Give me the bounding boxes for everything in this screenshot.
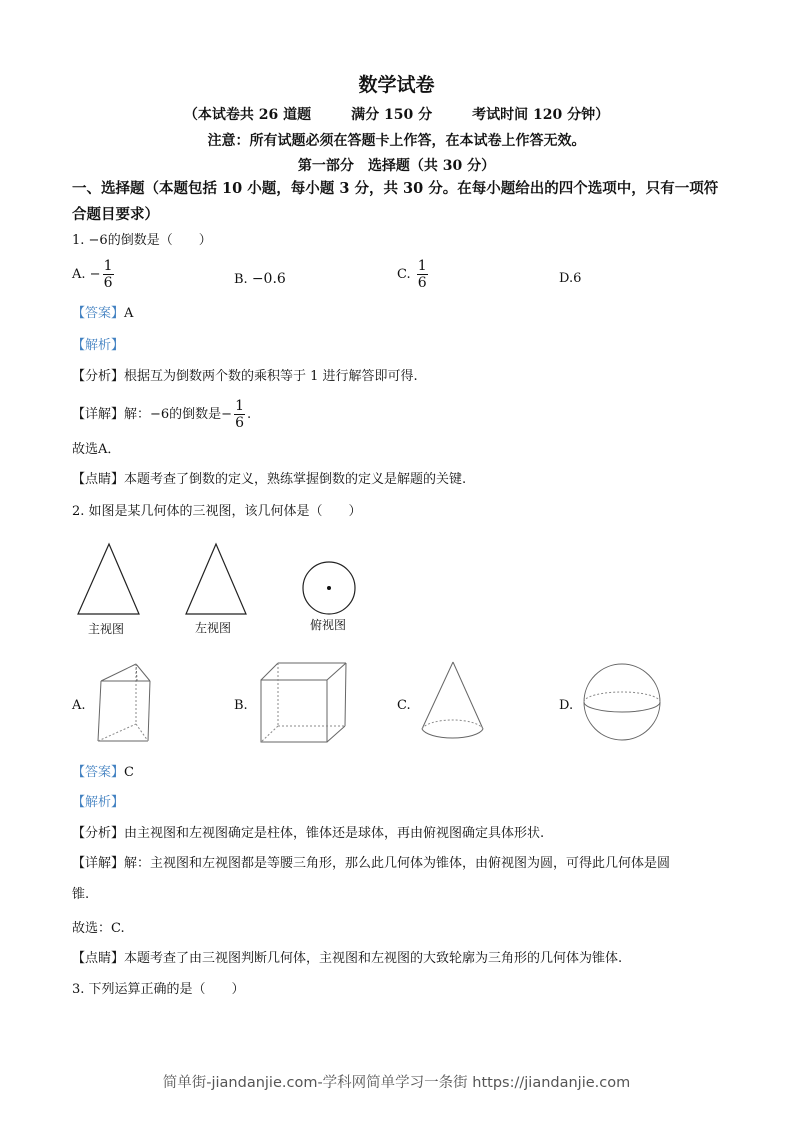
fraction: $\frac{1}{6}$ xyxy=(235,398,244,431)
q1-fenxi: 【分析】根据互为倒数两个数的乘积等于 1 进行解答即可得. xyxy=(72,369,418,384)
front-view-label: 主视图 xyxy=(88,622,125,636)
q1-dianjing: 【点睛】本题考查了倒数的定义，熟练掌握倒数的定义是解题的关键. xyxy=(72,472,467,487)
q2-fenxi: 【分析】由主视图和左视图确定是柱体，锥体还是球体，再由俯视图确定具体形状. xyxy=(72,826,545,841)
part-heading: 第一部分 选择题（共 30 分） xyxy=(297,158,496,174)
q1-answer: 【答案】A xyxy=(72,306,134,321)
triangular-prism-icon xyxy=(90,660,160,745)
q1-option-a: A. − $\frac{1}{6}$ xyxy=(72,258,113,291)
cone-icon xyxy=(418,660,488,750)
footer-watermark: 简单街-jiandanjie.com-学科网简单学习一条街 https://jiandanjie.com xyxy=(162,1075,631,1091)
notice: 注意：所有试题必须在答题卡上作答，在本试卷上作答无效。 xyxy=(207,133,586,149)
left-view-label: 左视图 xyxy=(195,621,232,635)
question-count: （本试卷共 26 道题 xyxy=(183,107,312,123)
q2-analysis-label: 【解析】 xyxy=(72,795,125,810)
q1-analysis-label: 【解析】 xyxy=(72,338,125,353)
q2-xiangjie: 【详解】解：主视图和左视图都是等腰三角形，那么此几何体为锥体，由俯视图为圆，可得此几何体是圆 xyxy=(72,856,671,871)
q2-choose: 故选：C. xyxy=(72,921,125,936)
q2-dianjing: 【点睛】本题考查了由三视图判断几何体，主视图和左视图的大致轮廓为三角形的几何体为锥体. xyxy=(72,951,623,966)
fraction: $\frac{1}{6}$ xyxy=(103,258,113,291)
section-heading: 一、选择题（本题包括 10 小题，每小题 3 分，共 30 分。在每小题给出的四个选项中，只有一项符合题目要求） xyxy=(72,180,719,223)
cube-icon xyxy=(255,660,355,745)
fraction: $\frac{1}{6}$ xyxy=(417,258,427,291)
q2-xiangjie-cont: 锥. xyxy=(72,887,90,902)
page-title: 数学试卷 xyxy=(358,74,435,96)
question-2-stem: 2. 如图是某几何体的三视图，该几何体是（ ） xyxy=(72,504,362,519)
answer-label: 【答案】 xyxy=(72,306,125,321)
question-1-stem: 1. −6的倒数是（ ） xyxy=(72,233,212,248)
q2-option-b-label: B. xyxy=(234,698,248,713)
q2-option-a-label: A. xyxy=(72,698,86,713)
q1-option-c: C. $\frac{1}{6}$ xyxy=(397,258,427,291)
exam-info xyxy=(0,104,793,124)
question-3-stem: 3. 下列运算正确的是（ ） xyxy=(72,982,245,997)
full-score: 满分 150 分 xyxy=(351,107,433,123)
exam-time: 考试时间 120 分钟） xyxy=(472,107,610,123)
q1-xiangjie: 【详解】解：−6的倒数是− $\frac{1}{6}$ . xyxy=(72,398,252,431)
q1-option-b: B. −0.6 xyxy=(234,271,286,287)
q1-choose: 故选A． xyxy=(72,442,121,457)
front-view-triangle xyxy=(78,544,139,614)
left-view-triangle xyxy=(186,544,246,614)
q2-option-d-label: D. xyxy=(559,698,574,713)
q2-option-c-label: C. xyxy=(397,698,411,713)
answer-label: 【答案】 xyxy=(72,765,125,780)
q1-option-d: D.6 xyxy=(559,271,582,286)
sphere-icon xyxy=(583,662,663,742)
q2-answer: 【答案】C xyxy=(72,765,134,780)
top-view-label: 俯视图 xyxy=(310,618,347,632)
